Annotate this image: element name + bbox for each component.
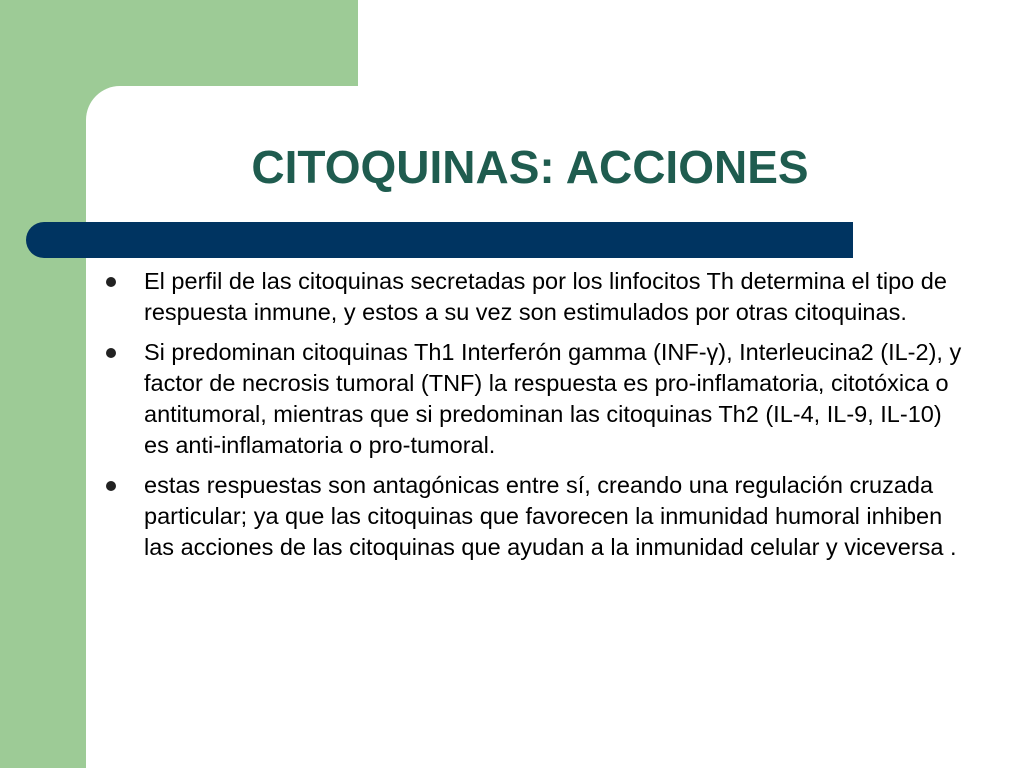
bullet-item	[144, 337, 964, 461]
bullet-dot-icon	[106, 481, 116, 491]
bullet-item	[144, 266, 964, 328]
bullet-dot-icon	[106, 277, 116, 287]
title-divider-bar	[26, 222, 853, 258]
bullet-text: Si predominan citoquinas Th1 Interferón gamma (INF-γ), Interleucina2 (IL-2), y factor de necrosis tumoral (TNF) la respuesta es pro-inflamatoria, citotóxica o antitumoral, mientras que si predominan las citoquinas Th2 (IL-4, IL-9, IL-10) es anti-inflamatoria o pro-tumoral.	[144, 339, 962, 458]
bullet-item	[144, 470, 964, 563]
bullet-list	[144, 266, 964, 572]
bullet-dot-icon	[106, 348, 116, 358]
bullet-text: estas respuestas son antagónicas entre sí, creando una regulación cruzada particular; ya que las citoquinas que favorecen la inmunidad humoral inhiben las acciones de las citoquinas que ayudan a la inmunidad celular y viceversa .	[144, 472, 957, 560]
bullet-text: El perfil de las citoquinas secretadas por los linfocitos Th determina el tipo de respuesta inmune, y estos a su vez son estimulados por otras citoquinas.	[144, 268, 947, 325]
slide-title: CITOQUINAS: ACCIONES	[251, 141, 809, 193]
